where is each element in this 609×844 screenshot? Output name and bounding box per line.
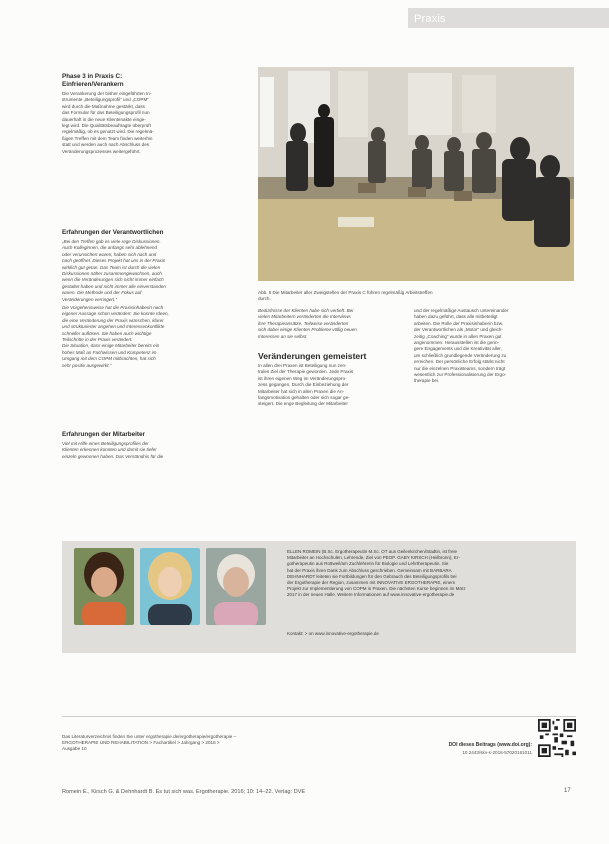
quote-mitarbeiter [62,441,247,460]
text-line: Mitarbeiter hat sich in allen Praxen die An- [258,388,345,394]
citation-footer: Romein E., Kirsch G. & Dehnhardt B. Es tut sich was. Ergotherapie. 2016; 10: 14–22. Verlag: DVE [62,789,306,795]
bio-line: gotherapeutin aus Rottweil/am Zuchlehrerin für Biologie und Lehrtherapeutin. Sie [287,561,449,567]
quote-line: Klienten erkennen konnten und damit sie tiefer [62,447,157,453]
text-line: dauerhaft in die neue Klientenakte einge- [62,116,146,122]
bio-line: Projekt zur Implementierung von COPM in Praxen. Die nächsten Kurse beginnen im März [287,586,466,592]
text-line: wesentlich zur Professionalisierung der Ergo- [414,372,507,378]
text-line: ßigen Treffen mit dem Team finden weiterhin [62,135,153,141]
quote-line: Die Situation, dass einige Mitarbeiter bereits ein [62,343,160,349]
text-line: ist ihren eigenen Weg im Veränderungspro- [258,375,347,381]
quote-verantwortliche-1 [62,239,247,303]
reference-line: Ausgabe 10 [62,746,87,752]
author-contact: Kontakt: > on www.innovative-ergotherapie.de [287,631,379,636]
reference-text [62,734,382,753]
quote-line: vielen Mitarbeitern veränderten die Interviews [258,314,351,320]
quote-line: Viel mit Hilfe eines Beteiligungsprofiles der [62,441,149,446]
quote-line: waren. Die Methode und der Fokus auf [62,290,142,296]
bio-line: 2017 in der neuen Halle. Weitere Informationen auf www.innovative-ergotherapie.de [287,592,455,598]
heading-veraenderungen: Veränderungen gemeistert [258,351,367,361]
quote-line: gestaltet haben und nicht immer alle einverstanden [62,283,166,289]
quote-line: oder verunsichert waren, haben sich nach und [62,251,157,257]
paragraph-veraenderungen [258,363,402,408]
qr-code-icon[interactable] [538,719,576,757]
quote-line: schneller auflösen. Sie haben auch wichtige [62,330,152,336]
text-line: Veränderungsprozesses weitergeführt. [62,148,141,154]
text-line: legt wird. Die Qualitätsbeauftragte überprüft [62,123,151,129]
text-line: haben dazu geführt, dass alle mitbeteiligt [414,314,498,320]
quote-line: nach geöffnet. Dieses Projekt hat uns in der Praxis [62,258,166,264]
heading-phase3-line2: Einfrieren/Verankern [62,81,124,88]
text-line: fangsmotivation gehalten oder sich sogar ge- [258,395,350,401]
team-meeting-photo [258,67,574,281]
quote-verantwortliche-2 [62,305,247,369]
author-bio-text [287,549,572,599]
text-line: um schließlich grundlegende Veränderung zu [414,352,507,358]
quote-line: Auch Kolleginnen, die anfangs sehr ablehnend [62,245,158,251]
heading-verantwortliche: Erfahrungen der Verantwortlichen [62,229,164,236]
quote-line: Umgang mit dem COPM mitbrachten, hat sich [62,356,156,362]
text-line: strumente „Beteiligungsprofil“ und „COPM“ [62,97,149,103]
photo-caption [258,290,574,303]
quote-line: wirklich gut getan. Das Team ist durch die vielen [62,264,161,270]
section-label: Praxis [414,13,446,25]
quote-line: Interessen an sie selbst. [258,333,308,339]
text-line: das Formular für das Beteiligungsprofil nun [62,110,150,116]
text-line: angenommen. Herausstellen ist die gerin- [414,340,500,346]
quote-line: Veränderungen verringert.“ [62,296,117,302]
bio-line: Mitarbeiter an Hochschulen, Lehrende, Ziel von PEOP. GABY KIRSCH (Heilbronn), Er- [287,555,460,561]
quote-line: sehr positiv ausgewirkt.“ [62,362,112,368]
doi-value: 10.2443/skv-s-2016-57020161011 [462,750,532,755]
bio-line: DEHNHARDT leiteten sie Fortbildungen für den Gebrauch des Beteiligungsprofils bei [287,573,457,579]
bio-line: der Ergotherapie der Region, zusammen mit INNOVATIVE ERGOTHERAPIE, einem [287,580,456,586]
text-line: In allen drei Praxen ist Beteiligung nun zen- [258,363,347,368]
bio-line: ELLEN ROMEIN (B.Sc. Ergotherapeutin M.Sc. OT aus Geilenkirchen/Stadtin, ist freie [287,549,457,554]
quote-mitarbeiter-continued [258,308,402,340]
caption-line: durch. [258,296,271,302]
quote-line: hohes Maß an Fachwissen und Kompetenz im [62,349,157,355]
text-line: Die Verankerung der bisher eingeführten In- [62,91,152,96]
quote-line: Teilschritte in der Praxis verändert. [62,337,133,343]
quote-line: Bedürfnisse der Klienten habe sich vertieft. Bei [258,308,354,313]
text-line: arbeiten. Die Rolle der Praxisinhaberin bzw. [414,320,504,326]
text-line: der Verantwortlichen als „Motor“ und gleich- [414,327,503,333]
author-portrait [74,548,134,625]
bio-line: hat der Praxis ihren Dank zum Abschluss geschrieben. Gemeinsam mit BARBARA [287,567,452,573]
text-line: zess gegangen. Durch die Einbeziehung der [258,382,349,388]
text-line: regelmäßig, ob es genutzt wird. Die regelmä- [62,129,154,135]
author-portrait [206,548,266,625]
quote-line: einzeln gewonnen haben. Das Verständnis für die [62,453,164,459]
quote-line: „Bei den Treffen gab es viele rege Diskussionen. [62,239,161,244]
text-line: statt und werden auch nach Abschluss des [62,142,150,148]
text-line: und der regelmäßige Austausch untereinander [414,308,509,313]
caption-line: Abb. 5 Die Mitarbeiter aller Zweigstellen der Praxis C führen regelmäßig Arbeitstreffen [258,290,433,295]
heading-mitarbeiter: Erfahrungen der Mitarbeiter [62,431,145,438]
text-line: trales Ziel der Therapie geworden. Jede Praxis [258,369,354,375]
text-line: steigert. Die enge Begleitung der Mitarbeiter [258,401,348,407]
quote-line: wenn die Veränderungen sich nicht immer einfach [62,277,164,283]
reference-line: ERGOTHERAPIE UND REHABILITATION > Fachartikel > Jahrgang > 2016 > [62,740,220,746]
text-line: nur die einzelnen Praxisteams, sondern trägt [414,365,506,371]
doi-label: DOI dieses Beitrags (www.doi.org): [448,742,532,748]
text-line: wird durch die Maßnahme gestärkt, dass [62,103,145,109]
reference-line: Das Literaturverzeichnis finden Sie unter ergotherapie.de/ergotherapie/ergotherapie – [62,734,237,739]
text-line: zeitig „Coaching“ wurde in allen Praxen gut [414,333,502,339]
quote-line: die eine Veränderung der Praxis wünschen, klarer [62,317,164,323]
quote-line: Die Vorgehensweise hat die Praxisinhaberin nach [62,305,164,310]
quote-line: und strukturierter angehen und Interessenkonflikte [62,324,165,330]
quote-line: Diskussionen näher zusammengewachsen, auch [62,271,162,277]
quote-line: eigener Aussage schon verändert. Sie konnte Ideen, [62,311,169,317]
quote-line: ihre Therapieansätze. Teilweise veränderten [258,320,349,326]
paragraph-conclusion [414,308,574,385]
heading-phase3-line1: Phase 3 in Praxis C: [62,73,123,80]
text-line: therapie bei. [414,378,440,384]
text-line: gere Engagements und die Kreativität aller, [414,346,502,352]
page-number: 17 [564,788,571,794]
quote-line: sich dabei einige Klienten Probleme völlig neuen [258,327,357,333]
text-line: erreichen. Der persönliche Erfolg stärkt nicht [414,359,505,365]
author-portrait [140,548,200,625]
paragraph-phase3 [62,91,247,155]
